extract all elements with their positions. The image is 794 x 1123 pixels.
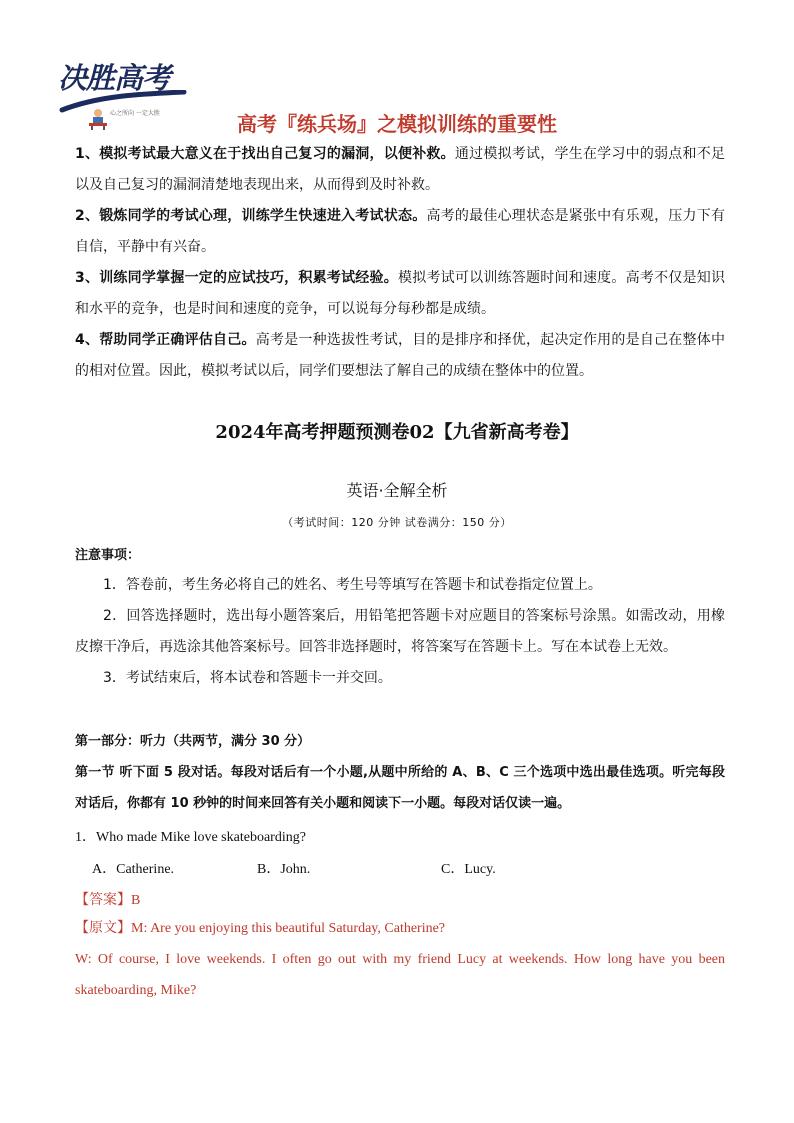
point-4-text: 高考是一种选拔性考试，目的是排序和择优，起决定作用的是自己在整体中的相对位置。因此，模拟考试以后，同学们要想法了解自己的成绩在整体中的位置。 [75,332,725,379]
answer-line [75,889,140,909]
transcript-line-1 [75,913,725,944]
exam-title: 2024年高考押题预测卷02【九省新高考卷】 [215,422,579,443]
point-2-bold: 2、锻炼同学的考试心理，训练学生快速进入考试状态。 [75,208,427,224]
original-tag: 【原文】 [75,920,131,936]
transcript [75,913,725,1006]
option-b: B．John. [257,862,311,877]
section1-instructions: 第一节 听下面 5 段对话。每段对话后有一个小题,从题中所给的 A、B、C 三个选项中选出最佳选项。听完每段对话后，你都有 10 秒钟的时间来回答有关小题和阅读下一小题。每段对话仅读一遍。 [75,765,725,811]
notice-item: 1．答卷前，考生务必将自己的姓名、考生号等填写在答题卡和试卷指定位置上。 [103,577,602,593]
answer-value: B [131,893,141,908]
notice-item: 2．回答选择题时，选出每小题答案后，用铅笔把答题卡对应题目的答案标号涂黑。如需改动，用橡皮擦干净后，再选涂其他答案标号。回答非选择题时，将答案写在答题卡上。写在本试卷上无效。 [75,608,725,655]
transcript-line-2: W: Of course, I love weekends. I often go out with my friend Lucy at weekends. How long have you been skateboarding, Mike? [75,952,725,998]
notice-list [75,570,725,694]
point-4-bold: 4、帮助同学正确评估自己。 [75,332,256,348]
point-1-text: 通过模拟考试，学生在学习中的弱点和不足以及自己复习的漏洞清楚地表现出来，从而得到及时补救。 [75,146,725,193]
part1-heading: 第一部分：听力（共两节，满分 30 分） [75,734,311,749]
point-3-bold: 3、训练同学掌握一定的应试技巧，积累考试经验。 [75,270,398,286]
answer-tag: 【答案】 [75,892,131,908]
option-a: A．Catherine. [92,862,175,877]
notice-item: 3．考试结束后，将本试卷和答题卡一并交回。 [103,670,392,686]
logo-text: 决胜高考 [58,61,171,95]
banner-title: 高考『练兵场』之模拟训练的重要性 [237,112,557,136]
logo-slogan: 心之所向 一定大胜 [110,110,160,117]
point-1 [75,139,725,201]
point-2 [75,201,725,263]
point-3 [75,263,725,325]
transcript-line-1-text: M: Are you enjoying this beautiful Saturday, Catherine? [131,921,446,936]
option-c: C．Lucy. [441,862,496,877]
point-2-text: 高考的最佳心理状态是紧张中有乐观，压力下有自信，平静中有兴奋。 [75,208,725,255]
point-1-bold: 1、模拟考试最大意义在于找出自己复习的漏洞，以便补救。 [75,146,455,162]
exam-time-line: （考试时间：120 分钟 试卷满分：150 分） [282,516,512,529]
notice-heading: 注意事项： [75,548,141,563]
exam-subtitle: 英语·全解全析 [346,481,448,500]
question-1-stem: 1．Who made Mike love skateboarding? [75,830,306,845]
point-3-text: 模拟考试可以训练答题时间和速度。高考不仅是知识和水平的竞争，也是时间和速度的竞争，可以说每分每秒都是成绩。 [75,270,725,317]
point-4 [75,325,725,387]
